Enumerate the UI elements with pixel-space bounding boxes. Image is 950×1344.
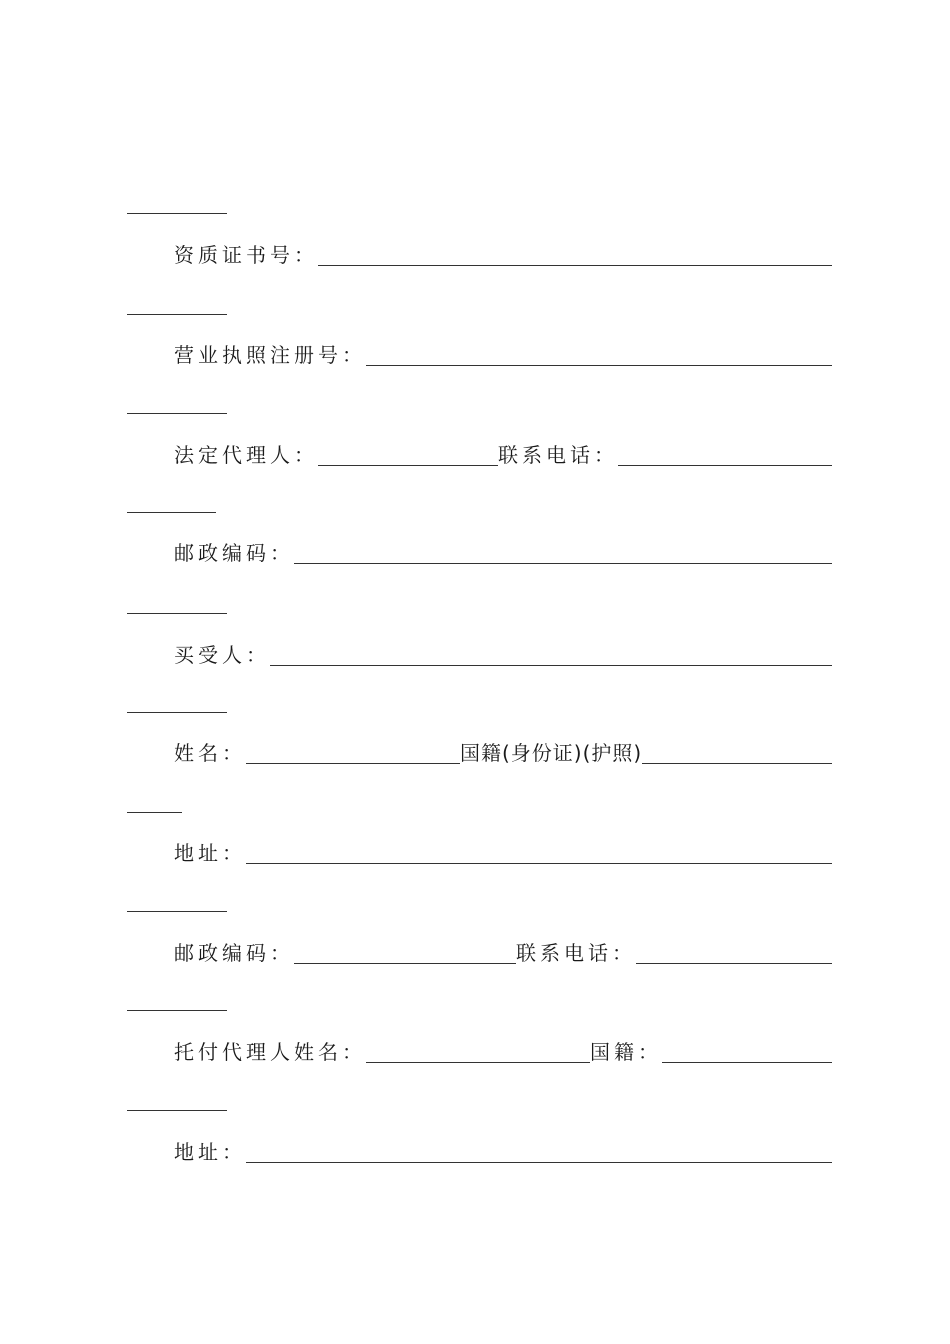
postal-phone-row [174, 938, 832, 968]
phone-label: 联系电话： [498, 443, 618, 467]
legal-rep-label: 法定代理人： [174, 443, 318, 467]
continuation-line [127, 812, 182, 813]
phone-field[interactable] [636, 963, 832, 964]
postal-code-field[interactable] [294, 963, 516, 964]
address-field[interactable] [246, 863, 832, 864]
buyer-row [174, 640, 832, 670]
legal-rep-row [174, 440, 832, 470]
postal-code-label: 邮政编码： [174, 541, 294, 565]
continuation-line [127, 712, 227, 713]
name-row [174, 738, 832, 768]
address-label: 地址： [174, 1140, 246, 1164]
buyer-field[interactable] [270, 665, 832, 666]
continuation-line [127, 413, 227, 414]
qualification-cert-row [174, 240, 832, 270]
postal-code-row [174, 538, 832, 568]
address-row [174, 1137, 832, 1167]
continuation-line [127, 1010, 227, 1011]
payment-agent-name-label: 托付代理人姓名： [174, 1040, 366, 1064]
postal-code-label: 邮政编码： [174, 941, 294, 965]
continuation-line [127, 213, 227, 214]
payment-agent-row [174, 1037, 832, 1067]
nationality-id-label: 国籍(身份证)(护照) [460, 741, 643, 765]
business-license-row [174, 340, 832, 370]
name-label: 姓名： [174, 741, 246, 765]
phone-label: 联系电话： [516, 941, 636, 965]
phone-field[interactable] [618, 465, 832, 466]
address-field[interactable] [246, 1162, 832, 1163]
continuation-line [127, 1110, 227, 1111]
qualification-cert-field[interactable] [318, 265, 832, 266]
nationality-label: 国籍： [590, 1040, 662, 1064]
payment-agent-name-field[interactable] [366, 1062, 590, 1063]
legal-rep-field[interactable] [318, 465, 498, 466]
postal-code-field[interactable] [294, 563, 832, 564]
continuation-line [127, 314, 227, 315]
business-license-label: 营业执照注册号： [174, 343, 366, 367]
nationality-id-field[interactable] [642, 763, 832, 764]
business-license-field[interactable] [366, 365, 832, 366]
continuation-line [127, 512, 216, 513]
name-field[interactable] [246, 763, 460, 764]
address-row [174, 838, 832, 868]
continuation-line [127, 911, 227, 912]
qualification-cert-label: 资质证书号： [174, 243, 318, 267]
address-label: 地址： [174, 841, 246, 865]
continuation-line [127, 613, 227, 614]
nationality-field[interactable] [662, 1062, 832, 1063]
buyer-label: 买受人： [174, 643, 270, 667]
